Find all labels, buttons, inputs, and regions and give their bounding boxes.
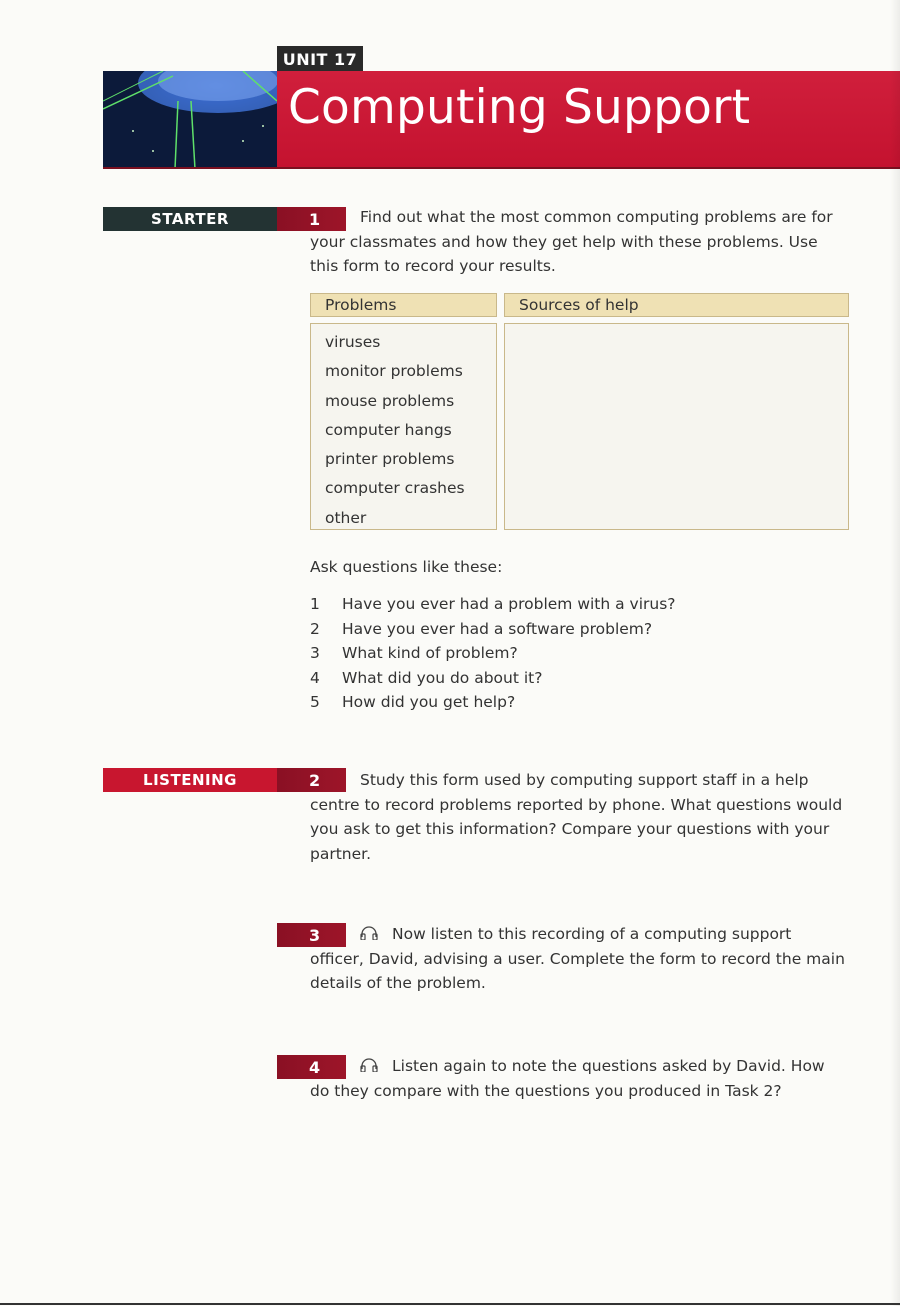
task-4-instruction: Listen again to note the questions asked by David. How do they compare with the questions you produced in Task 2? — [310, 1057, 825, 1100]
list-item: monitor problems — [325, 362, 463, 381]
list-item: 4 What did you do about it? — [310, 668, 543, 687]
task-number-3: 3 — [277, 923, 346, 947]
sources-of-help-cell[interactable] — [504, 323, 849, 530]
questions-intro: Ask questions like these: — [310, 558, 503, 576]
page-edge-shadow — [890, 0, 900, 1306]
list-item: computer hangs — [325, 420, 452, 439]
table-header-problems: Problems — [310, 293, 497, 317]
task-3-instruction: Now listen to this recording of a computing support officer, David, advising a user. Complete the form to record the main details of the problem. — [310, 925, 845, 992]
list-item: printer problems — [325, 450, 455, 469]
task-number-2: 2 — [277, 768, 346, 792]
list-item: 1 Have you ever had a problem with a virus? — [310, 595, 676, 613]
list-item: other — [325, 508, 367, 527]
page-bottom-rule — [0, 1303, 900, 1305]
section-label-starter: STARTER — [103, 207, 277, 231]
page-title: Computing Support — [288, 80, 751, 135]
list-item: 3 What kind of problem? — [310, 644, 518, 662]
list-item: 5 How did you get help? — [310, 693, 516, 711]
list-item: viruses — [325, 333, 381, 351]
task-1-instruction: Find out what the most common computing problems are for your classmates and how they get help with these problems. Use this form to record your results. — [310, 208, 833, 275]
list-item: mouse problems — [325, 391, 455, 410]
section-label-listening: LISTENING — [103, 768, 277, 792]
task-2-instruction: Study this form used by computing support staff in a help centre to record problems reported by phone. What questions would you ask to get this information? Compare your questions with your partner. — [310, 771, 843, 863]
list-item: 2 Have you ever had a software problem? — [310, 619, 653, 638]
headphones-icon — [360, 1058, 378, 1072]
task-number-4: 4 — [277, 1055, 346, 1079]
questions-list — [310, 592, 676, 715]
banner-globe-image — [103, 71, 277, 169]
list-item: computer crashes — [325, 479, 465, 498]
banner-divider — [103, 167, 900, 169]
table-header-sources: Sources of help — [504, 293, 849, 317]
problems-cell — [310, 323, 497, 530]
headphones-icon — [360, 926, 378, 940]
task-number-1: 1 — [277, 207, 346, 231]
unit-tab: UNIT 17 — [277, 46, 363, 72]
